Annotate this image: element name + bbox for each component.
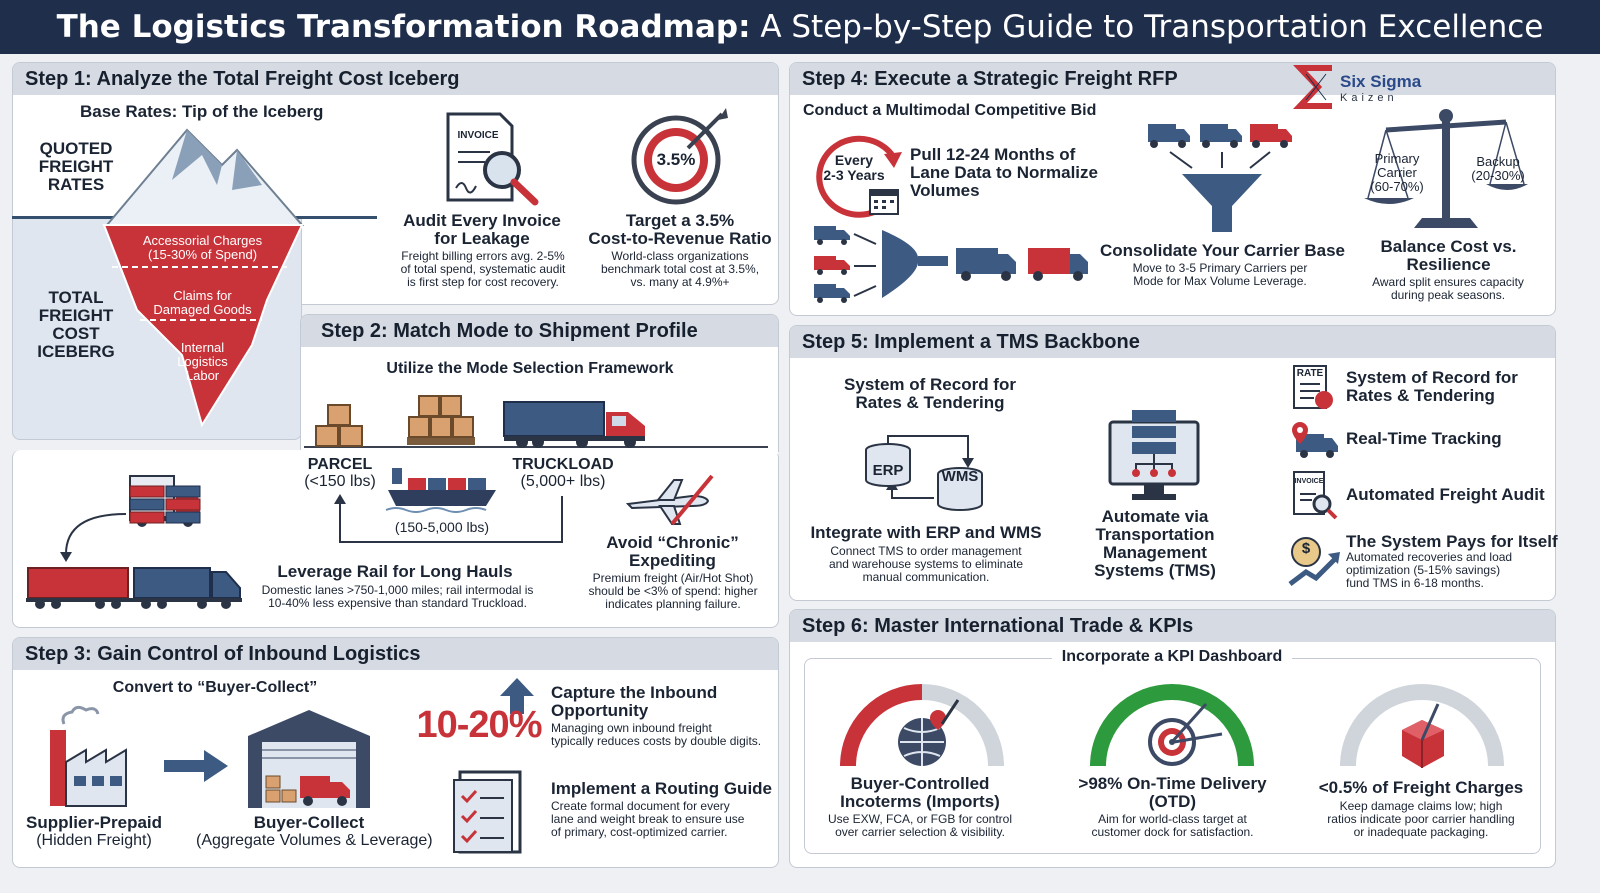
exp-desc-line: indicates planning failure. xyxy=(605,597,741,611)
claims-line: Damaged Goods xyxy=(153,302,252,317)
consolidate-desc xyxy=(1100,262,1340,288)
pays-desc-line: Automated recoveries and load xyxy=(1346,550,1513,564)
kpi-otd-desc xyxy=(1060,813,1285,839)
six-sigma-logo-icon xyxy=(1296,64,1336,110)
integrate-desc xyxy=(804,545,1048,584)
automate-label xyxy=(1080,508,1230,580)
target-desc-line: World-class organizations xyxy=(611,249,749,263)
acc-line: Accessorial Charges xyxy=(142,233,263,248)
step4-title: Step 4: Execute a Strategic Freight RFP xyxy=(790,63,1556,95)
balance-desc-line: during peak seasons. xyxy=(1390,288,1506,302)
truckload-weight: (5,000+ lbs) xyxy=(520,473,606,490)
rail-title: Leverage Rail for Long Hauls xyxy=(277,562,513,581)
supplier-sub: (Hidden Freight) xyxy=(36,832,152,849)
factory-icon xyxy=(44,706,140,808)
truckload-label xyxy=(503,456,623,490)
audit-title xyxy=(388,212,576,248)
primary-line: (60-70%) xyxy=(1370,179,1424,194)
automate-line: Automate via xyxy=(1101,507,1209,526)
kpi-otd-title xyxy=(1060,775,1285,811)
step1-title: Step 1: Analyze the Total Freight Cost Iceberg xyxy=(13,63,779,95)
tms-list-item-audit: Automated Freight Audit xyxy=(1346,485,1545,504)
carrier-funnel-left-icon xyxy=(810,222,1095,306)
supplier-label xyxy=(24,814,164,850)
parcel-name: PARCEL xyxy=(307,456,373,473)
step3-title: Step 3: Gain Control of Inbound Logistics xyxy=(13,638,779,670)
audit-title-line: for Leakage xyxy=(434,229,530,248)
kpi-title-line: Incoterms (Imports) xyxy=(840,792,1000,811)
rail-desc xyxy=(245,584,550,610)
audit-desc xyxy=(385,250,581,289)
capture-desc-line: typically reduces costs by double digits. xyxy=(551,734,762,748)
kpi-desc-line: over carrier selection & visibility. xyxy=(835,825,1005,839)
every-line: Every xyxy=(834,152,874,168)
warehouse-icon xyxy=(244,706,374,810)
total-line: FREIGHT xyxy=(38,306,114,325)
exp-title-line: Avoid “Chronic” xyxy=(606,533,739,552)
pays-desc-line: optimization (5-15% savings) xyxy=(1346,563,1501,577)
balance-desc-line: Award split ensures capacity xyxy=(1372,275,1524,289)
kpi-desc-line: Aim for world-class target at xyxy=(1098,812,1247,826)
step2-title: Step 2: Match Mode to Shipment Profile xyxy=(301,315,779,347)
rate-tag: RATE xyxy=(1296,368,1324,379)
step6-title: Step 6: Master International Trade & KPIs xyxy=(790,610,1556,642)
target-desc-line: benchmark total cost at 3.5%, xyxy=(600,262,760,276)
sor-line: System of Record for xyxy=(844,375,1016,394)
checklist-icon xyxy=(452,770,524,854)
consolidate-title: Consolidate Your Carrier Base xyxy=(1100,241,1346,260)
tms-list-item-tracking: Real-Time Tracking xyxy=(1346,429,1502,448)
total-cost-label xyxy=(24,289,128,361)
labor-label xyxy=(150,341,255,383)
audit-invoice-tag: INVOICE xyxy=(1294,478,1324,485)
tms-list-line: Rates & Tendering xyxy=(1346,386,1495,405)
automate-line: Systems (TMS) xyxy=(1094,561,1216,580)
six-sigma-logo xyxy=(1340,72,1421,104)
parcel-label xyxy=(300,456,380,490)
parcel-weight: (<150 lbs) xyxy=(304,473,376,490)
integrate-desc-line: manual communication. xyxy=(862,570,990,584)
kpi-desc-line: or inadequate packaging. xyxy=(1353,825,1489,839)
expediting-desc xyxy=(578,572,768,611)
sor-line: Rates & Tendering xyxy=(855,393,1005,412)
backup-line: (20-30%) xyxy=(1471,168,1525,183)
tms-pays-block xyxy=(1346,532,1558,590)
labor-line: Labor xyxy=(185,368,220,383)
primary-carrier-label xyxy=(1362,152,1432,194)
target-title-line: Target a 3.5% xyxy=(625,211,735,230)
claims-line: Claims for xyxy=(173,288,232,303)
truckload-icon xyxy=(500,400,650,450)
integrate-title: Integrate with ERP and WMS xyxy=(810,523,1042,542)
pallet-boxes-icon xyxy=(405,393,477,448)
quoted-line: QUOTED xyxy=(39,139,113,158)
labor-line: Internal xyxy=(180,340,225,355)
accessorial-label xyxy=(120,234,285,262)
exp-desc-line: should be <3% of spend: higher xyxy=(588,584,758,598)
kpi-desc-line: Keep damage claims low; high xyxy=(1339,799,1503,813)
quoted-freight-label xyxy=(24,140,128,194)
kpi-desc-line: Use EXW, FCA, or FGB for control xyxy=(827,812,1013,826)
target-title-line: Cost-to-Revenue Ratio xyxy=(588,229,772,248)
wms-label: WMS xyxy=(941,468,979,485)
title-bold: The Logistics Transformation Roadmap: xyxy=(56,9,751,45)
capture-title-line: Capture the Inbound xyxy=(551,683,718,702)
pull-line: Pull 12-24 Months of xyxy=(910,145,1076,164)
balance-title-line: Resilience xyxy=(1406,255,1491,274)
target-desc xyxy=(585,250,775,289)
carrier-funnel-icon xyxy=(1140,120,1300,240)
kpi-damage-title: <0.5% of Freight Charges xyxy=(1318,778,1524,797)
truckload-name: TRUCKLOAD xyxy=(512,456,614,473)
balance-title-line: Balance Cost vs. xyxy=(1380,237,1517,256)
audit-desc-line: Freight billing errors avg. 2-5% xyxy=(401,249,565,263)
erp-label: ERP xyxy=(872,462,904,479)
pays-title: The System Pays for Itself xyxy=(1346,532,1558,551)
rail-desc-line: Domestic lanes >750-1,000 miles; rail intermodal is xyxy=(261,583,534,597)
labor-line: Logistics xyxy=(177,354,228,369)
savings-value: 10-20% xyxy=(416,704,542,746)
automate-line: Transportation xyxy=(1095,525,1215,544)
pays-desc-line: fund TMS in 6-18 months. xyxy=(1346,576,1484,590)
gauge-incoterms xyxy=(838,680,1006,776)
pull-line: Volumes xyxy=(910,181,980,200)
kpi-desc-line: ratios indicate poor carrier handling xyxy=(1327,812,1515,826)
routing-title: Implement a Routing Guide xyxy=(551,779,773,798)
kpi-incoterms-title xyxy=(810,775,1030,811)
acc-line: (15-30% of Spend) xyxy=(147,247,258,262)
capture-title-line: Opportunity xyxy=(551,701,649,720)
consolidate-desc-line: Move to 3-5 Primary Carriers per xyxy=(1132,261,1308,275)
target-value: 3.5% xyxy=(656,150,696,169)
invoice-tag: INVOICE xyxy=(457,130,499,141)
logo-name: Six Sigma xyxy=(1340,72,1422,91)
target-desc-line: vs. many at 4.9%+ xyxy=(630,275,730,289)
step5-title: Step 5: Implement a TMS Backbone xyxy=(790,326,1556,358)
consolidate-desc-line: Mode for Max Volume Leverage. xyxy=(1133,274,1307,288)
pull-line: Lane Data to Normalize xyxy=(910,163,1098,182)
gauge-otd xyxy=(1088,680,1256,776)
invoice-magnifier-icon xyxy=(440,112,550,207)
capture-block xyxy=(551,684,776,748)
buyer-name: Buyer-Collect xyxy=(253,813,365,832)
right-arrow-icon xyxy=(164,750,230,782)
gauge-damage xyxy=(1338,680,1506,776)
target-title xyxy=(585,212,775,248)
audit-title-line: Audit Every Invoice xyxy=(403,211,561,230)
balance-title xyxy=(1356,238,1541,274)
every-years-label xyxy=(818,153,890,183)
automate-line: Management xyxy=(1103,543,1207,562)
sor-label xyxy=(830,376,1030,412)
multimodal-bid-label: Conduct a Multimodal Competitive Bid xyxy=(803,102,1097,119)
kpi-title-line: >98% On-Time Delivery xyxy=(1078,774,1267,793)
pull-data-label xyxy=(910,146,1098,200)
title-rest: A Step-by-Step Guide to Transportation Excellence xyxy=(750,9,1544,45)
tracking-truck-icon xyxy=(1286,420,1340,458)
tms-monitor-icon xyxy=(1106,408,1202,504)
iceberg-tip-label: Base Rates: Tip of the Iceberg xyxy=(80,102,324,121)
exp-title-line: Expediting xyxy=(629,551,716,570)
tms-list-item-sor xyxy=(1346,369,1518,405)
routing-desc-line: of primary, cost-optimized carrier. xyxy=(551,825,728,839)
routing-desc-line: Create formal document for every xyxy=(551,799,730,813)
audit-desc-line: is first step for cost recovery. xyxy=(407,275,559,289)
backup-line: Backup xyxy=(1476,154,1520,169)
kpi-title-line: Buyer-Controlled xyxy=(850,774,990,793)
kpi-damage-desc xyxy=(1306,800,1536,839)
total-line: TOTAL xyxy=(48,288,104,307)
claims-label xyxy=(130,289,275,317)
no-airplane-icon xyxy=(622,474,718,528)
tms-list-line: System of Record for xyxy=(1346,368,1518,387)
balance-desc xyxy=(1350,276,1546,302)
routing-desc-line: lane and weight break to ensure use xyxy=(551,812,745,826)
routing-block xyxy=(551,780,776,839)
container-stack-icon xyxy=(128,484,203,526)
page-title xyxy=(0,0,1600,54)
parcel-boxes-icon xyxy=(314,402,366,448)
buyer-sub: (Aggregate Volumes & Leverage) xyxy=(196,832,433,849)
kpi-desc-line: customer dock for satisfaction. xyxy=(1091,825,1254,839)
quoted-line: FREIGHT xyxy=(38,157,114,176)
every-line: 2-3 Years xyxy=(823,167,885,183)
expediting-title xyxy=(590,534,755,570)
integrate-desc-line: and warehouse systems to eliminate xyxy=(828,557,1024,571)
primary-line: Primary xyxy=(1374,151,1420,166)
coin-dollar-glyph: $ xyxy=(1301,540,1311,557)
buyer-label xyxy=(196,813,433,850)
ltl-bracket-arrow xyxy=(334,492,570,548)
total-line: COST xyxy=(52,324,100,343)
logo-tagline: Kaizen xyxy=(1340,92,1398,104)
savings-growth-icon xyxy=(1286,534,1342,590)
exp-desc-line: Premium freight (Air/Hot Shot) xyxy=(592,571,754,585)
quoted-line: RATES xyxy=(47,175,105,194)
supplier-name: Supplier-Prepaid xyxy=(25,813,163,832)
kpi-incoterms-desc xyxy=(810,813,1030,839)
kpi-dashboard-label: Incorporate a KPI Dashboard xyxy=(1052,648,1292,666)
backup-carrier-label xyxy=(1464,155,1532,183)
total-line: ICEBERG xyxy=(37,342,115,361)
primary-line: Carrier xyxy=(1377,165,1417,180)
convert-label: Convert to “Buyer-Collect” xyxy=(112,679,318,696)
rail-arrow-icon xyxy=(58,510,128,562)
integrate-desc-line: Connect TMS to order management xyxy=(830,544,1022,558)
mode-framework-label: Utilize the Mode Selection Framework xyxy=(386,360,674,377)
train-icon xyxy=(26,564,244,612)
capture-desc-line: Managing own inbound freight xyxy=(551,721,712,735)
ltl-weight-label: (150-5,000 lbs) xyxy=(394,519,490,535)
audit-desc-line: of total spend, systematic audit xyxy=(400,262,566,276)
kpi-title-line: (OTD) xyxy=(1148,792,1197,811)
rail-desc-line: 10-40% less expensive than standard Truckload. xyxy=(268,596,527,610)
